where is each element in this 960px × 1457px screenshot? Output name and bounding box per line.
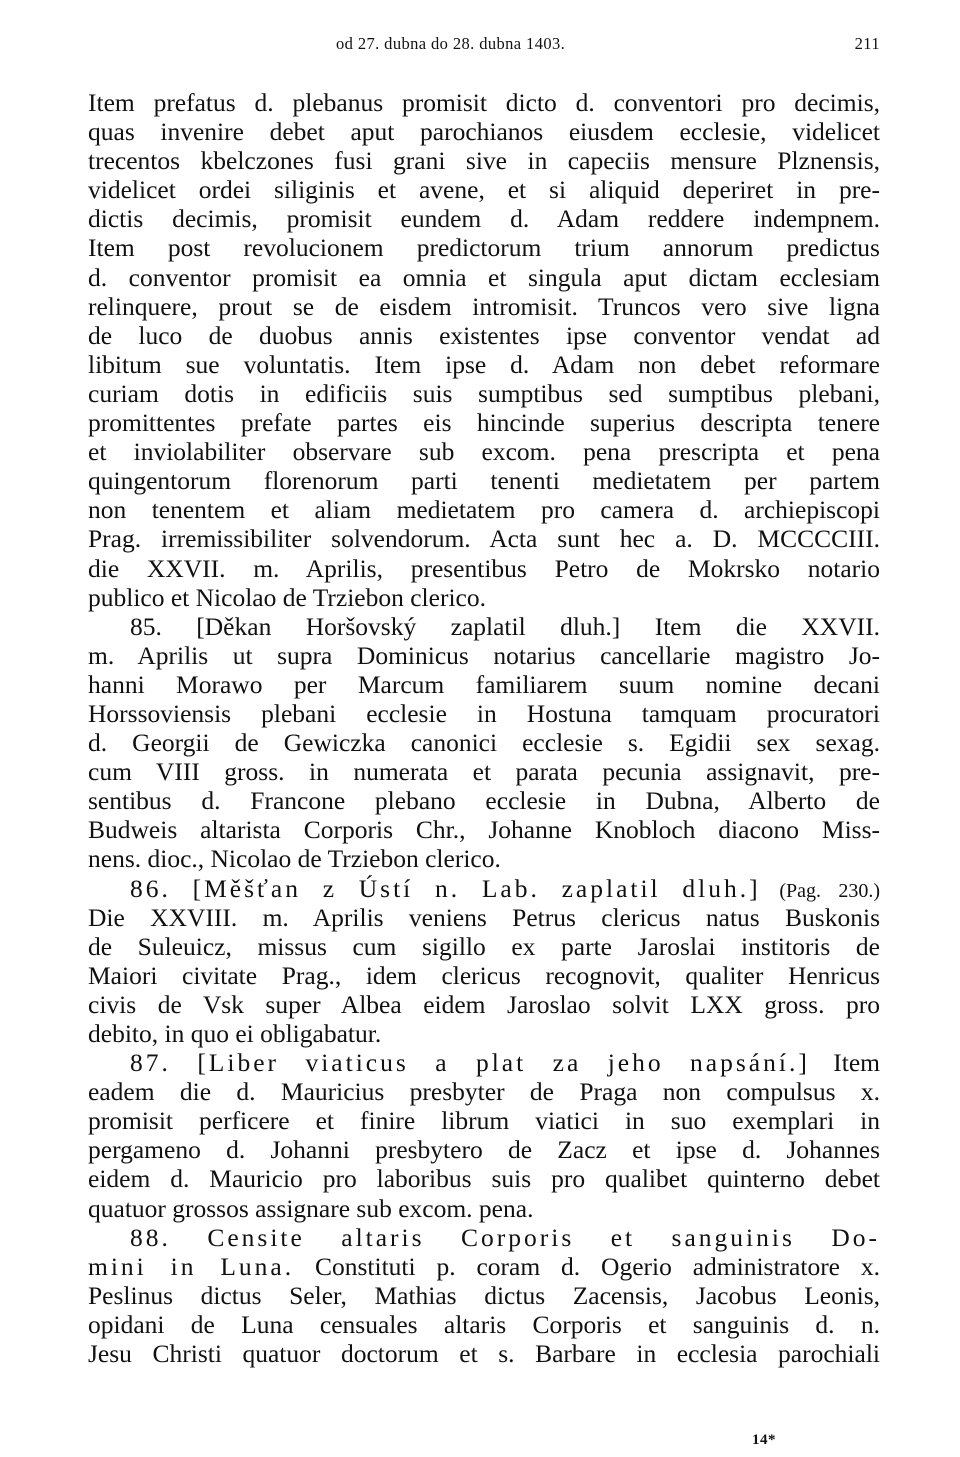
entry-87-text: Item — [833, 1048, 880, 1078]
running-head — [88, 34, 880, 58]
entry-87-heading-line — [88, 1048, 880, 1077]
text-line: dictis decimis, promisit eundem d. Adam reddere indempnem. — [88, 204, 880, 234]
text-line: opidani de Luna censuales altaris Corporis et sanguinis d. n. — [88, 1309, 880, 1339]
text-line: relinquere, prout se de eisdem intromisit. Truncos vero sive ligna — [88, 291, 880, 321]
text-line: Maiori civitate Prag., idem clericus recognovit, qualiter Henricus — [88, 960, 880, 990]
entry-86-heading: 86. [Měšťan z Ústí n. Lab. zaplatil dluh.] — [130, 873, 761, 903]
text-line: eidem d. Mauricio pro laboribus suis pro qualibet quinterno debet — [88, 1164, 880, 1194]
text-line: publico et Nicolao de Trziebon clerico. — [88, 582, 486, 612]
entry-88-heading-line — [88, 1252, 880, 1281]
text-line: Die XXVIII. m. Aprilis veniens Petrus clericus natus Buskonis — [88, 902, 880, 932]
text-line: m. Aprilis ut supra Dominicus notarius cancellarie magistro Jo- — [88, 640, 880, 670]
text-line: cum VIII gross. in numerata et parata pecunia assignavit, pre- — [88, 757, 880, 787]
entry-88-heading: 88. Censite altaris Corporis et sanguinis Do- — [130, 1222, 880, 1252]
text-line: sentibus d. Francone plebano ecclesie in Dubna, Alberto de — [88, 786, 880, 816]
text-line: Budweis altarista Corporis Chr., Johanne Knobloch diacono Miss- — [88, 815, 880, 845]
entry-88-text: Constituti p. coram d. Ogerio administratore x. — [314, 1251, 880, 1281]
text-line: hanni Morawo per Marcum familiarem suum nomine decani — [88, 669, 880, 699]
entry-86-heading-line — [88, 874, 880, 903]
text-line: libitum sue voluntatis. Item ipse d. Adam non debet reformare — [88, 349, 880, 379]
text-line: curiam dotis in edificiis suis sumptibus sed sumptibus plebani, — [88, 378, 880, 408]
signature-mark: 14* — [752, 1432, 776, 1448]
entry-88-heading-cont: mini in Luna. — [88, 1251, 295, 1281]
text-line: nens. dioc., Nicolao de Trziebon clerico. — [88, 844, 501, 874]
running-title: od 27. dubna do 28. dubna 1403. — [336, 34, 566, 53]
text-line: et inviolabiliter observare sub excom. pena prescripta et pena — [88, 437, 880, 467]
text-line: quingentorum florenorum parti tenenti medietatem per partem — [88, 466, 880, 496]
text-line: Horssoviensis plebani ecclesie in Hostuna tamquam procuratori — [88, 698, 880, 728]
text-line: trecentos kbelczones fusi grani sive in capeciis mensure Plznensis, — [88, 146, 880, 176]
text-line: promittentes prefate partes eis hincinde superius descripta tenere — [88, 408, 880, 438]
text-line: Item prefatus d. plebanus promisit dicto d. conventori pro decimis, — [88, 88, 880, 117]
text-line: die XXVII. m. Aprilis, presentibus Petro de Mokrsko notario — [88, 553, 880, 583]
text-line: de Suleuicz, missus cum sigillo ex parte Jaroslai institoris de — [88, 931, 880, 961]
text-line: pergameno d. Johanni presbytero de Zacz et ipse d. Johannes — [88, 1135, 880, 1165]
text-line: videlicet ordei siliginis et avene, et si aliquid deperiret in pre- — [88, 175, 880, 205]
text-line: promisit perficere et finire librum viatici in suo exemplari in — [88, 1106, 880, 1136]
text-line: eadem die d. Mauricius presbyter de Praga non compulsus x. — [88, 1077, 880, 1107]
text-line: non tenentem et aliam medietatem pro camera d. archiepiscopi — [88, 495, 880, 525]
text-line: d. Georgii de Gewiczka canonici ecclesie s. Egidii sex sexag. — [88, 728, 880, 758]
text-line: de luco de duobus annis existentes ipse conventor vendat ad — [88, 320, 880, 350]
page-reference: (Pag. 230.) — [779, 879, 880, 902]
text-line: quatuor grossos assignare sub excom. pena. — [88, 1193, 534, 1223]
entry-87-heading: 87. [Liber viaticus a plat za jeho napsání.] — [130, 1048, 810, 1078]
body-text — [88, 88, 880, 1368]
text-line: Jesu Christi quatuor doctorum et s. Barbare in ecclesia parochiali — [88, 1339, 880, 1369]
entry-85-heading: 85. [Děkan Horšovský zaplatil dluh.] — [130, 611, 621, 641]
text-line: civis de Vsk super Albea eidem Jaroslao solvit LXX gross. pro — [88, 989, 880, 1019]
text-line: Peslinus dictus Seler, Mathias dictus Zacensis, Jacobus Leonis, — [88, 1280, 880, 1310]
text-line: d. conventor promisit ea omnia et singula aput dictam ecclesiam — [88, 262, 880, 292]
entry-85-text: Item die XXVII. — [654, 611, 880, 641]
text-line: Prag. irremissibiliter solvendorum. Acta sunt hec a. D. MCCCCIII. — [88, 524, 880, 554]
text-line: debito, in quo ei obligabatur. — [88, 1019, 382, 1048]
entry-85-heading-line — [88, 612, 880, 641]
page-number: 211 — [854, 34, 880, 53]
text-line: Item post revolucionem predictorum trium annorum predictus — [88, 233, 880, 263]
text-line: quas invenire debet aput parochianos eiusdem ecclesie, videlicet — [88, 117, 880, 147]
